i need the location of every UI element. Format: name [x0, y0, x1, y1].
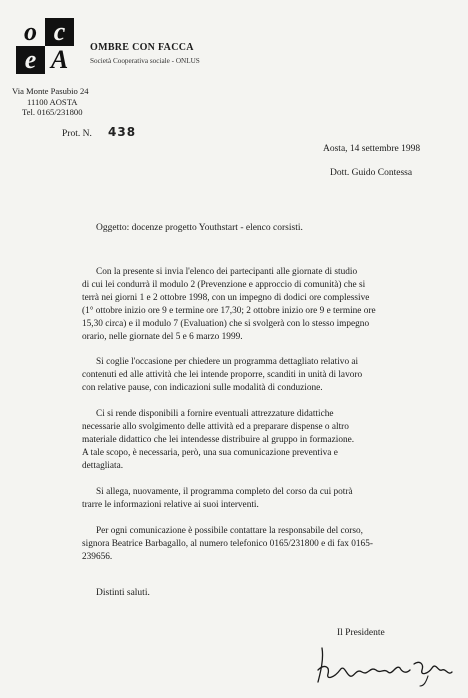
signatory-title: Il Presidente [337, 628, 385, 638]
body-line: con relative pause, con indicazioni sulle modalità di conduzione. [82, 383, 323, 393]
body-line: signora Beatrice Barbagallo, al numero telefonico 0165/231800 e di fax 0165- [82, 539, 373, 549]
body-line: Per ogni comunicazione è possibile contattare la responsabile del corso, [96, 526, 363, 536]
organization-logo [14, 16, 76, 76]
body-line: di cui lei condurrà il modulo 2 (Prevenzione e approccio di comunità) che si [82, 280, 366, 290]
closing-salutation: Distinti saluti. [96, 588, 150, 598]
subject-line: Oggetto: docenze progetto Youthstart - elenco corsisti. [96, 223, 303, 233]
body-line: (1° ottobre inizio ore 9 e termine ore 17,30; 2 ottobre inizio ore 9 e termine ore [82, 306, 376, 316]
body-line: orario, nelle giornate del 5 e 6 marzo 1999. [82, 332, 243, 342]
protocol-label: Prot. N. [62, 129, 92, 139]
recipient-name: Dott. Guido Contessa [330, 168, 413, 178]
organization-name: OMBRE CON FACCA [90, 42, 194, 53]
body-line: contenuti ed alle attività che lei intende proporre, scanditi in unità di lavoro [82, 370, 363, 380]
address-line: 11100 AOSTA [27, 97, 78, 107]
organization-subtitle: Società Cooperativa sociale - ONLUS [90, 57, 200, 65]
protocol-number: 438 [108, 125, 137, 139]
address-line: Tel. 0165/231800 [22, 107, 83, 117]
logo-letter: c [45, 18, 74, 46]
body-line: terrà nei giorni 1 e 2 ottobre 1998, con un impegno di dodici ore complessive [82, 293, 370, 303]
body-line: A tale scopo, è necessaria, però, una sua comunicazione preventiva e [82, 448, 338, 458]
body-line: trarre le informazioni relative ai suoi interventi. [82, 500, 259, 510]
body-line: Ci si rende disponibili a fornire eventuali attrezzature didattiche [96, 409, 334, 419]
logo-letter: e [16, 46, 45, 74]
body-line: necessarie allo svolgimento delle attività ed a preparare dispense o altro [82, 422, 349, 432]
body-line: Si allega, nuovamente, il programma completo del corso da cui potrà [96, 487, 353, 497]
body-line: Si coglie l'occasione per chiedere un programma dettagliato relativo ai [96, 357, 359, 367]
body-line: 15,30 circa) e il modulo 7 (Evaluation) che si svolgerà con lo stesso impegno [82, 319, 370, 329]
body-line: dettagliata. [82, 461, 124, 471]
logo-letter: A [50, 45, 69, 74]
handwritten-signature [310, 630, 460, 688]
body-line: Con la presente si invia l'elenco dei partecipanti alle giornate di studio [96, 267, 358, 277]
logo-letter: o [24, 17, 37, 46]
address-line: Via Monte Pasubio 24 [12, 86, 89, 96]
body-line: materiale didattico che lei intendesse distribuire al gruppo in formazione. [82, 435, 355, 445]
date-line: Aosta, 14 settembre 1998 [323, 144, 421, 154]
body-line: 239656. [82, 552, 113, 562]
